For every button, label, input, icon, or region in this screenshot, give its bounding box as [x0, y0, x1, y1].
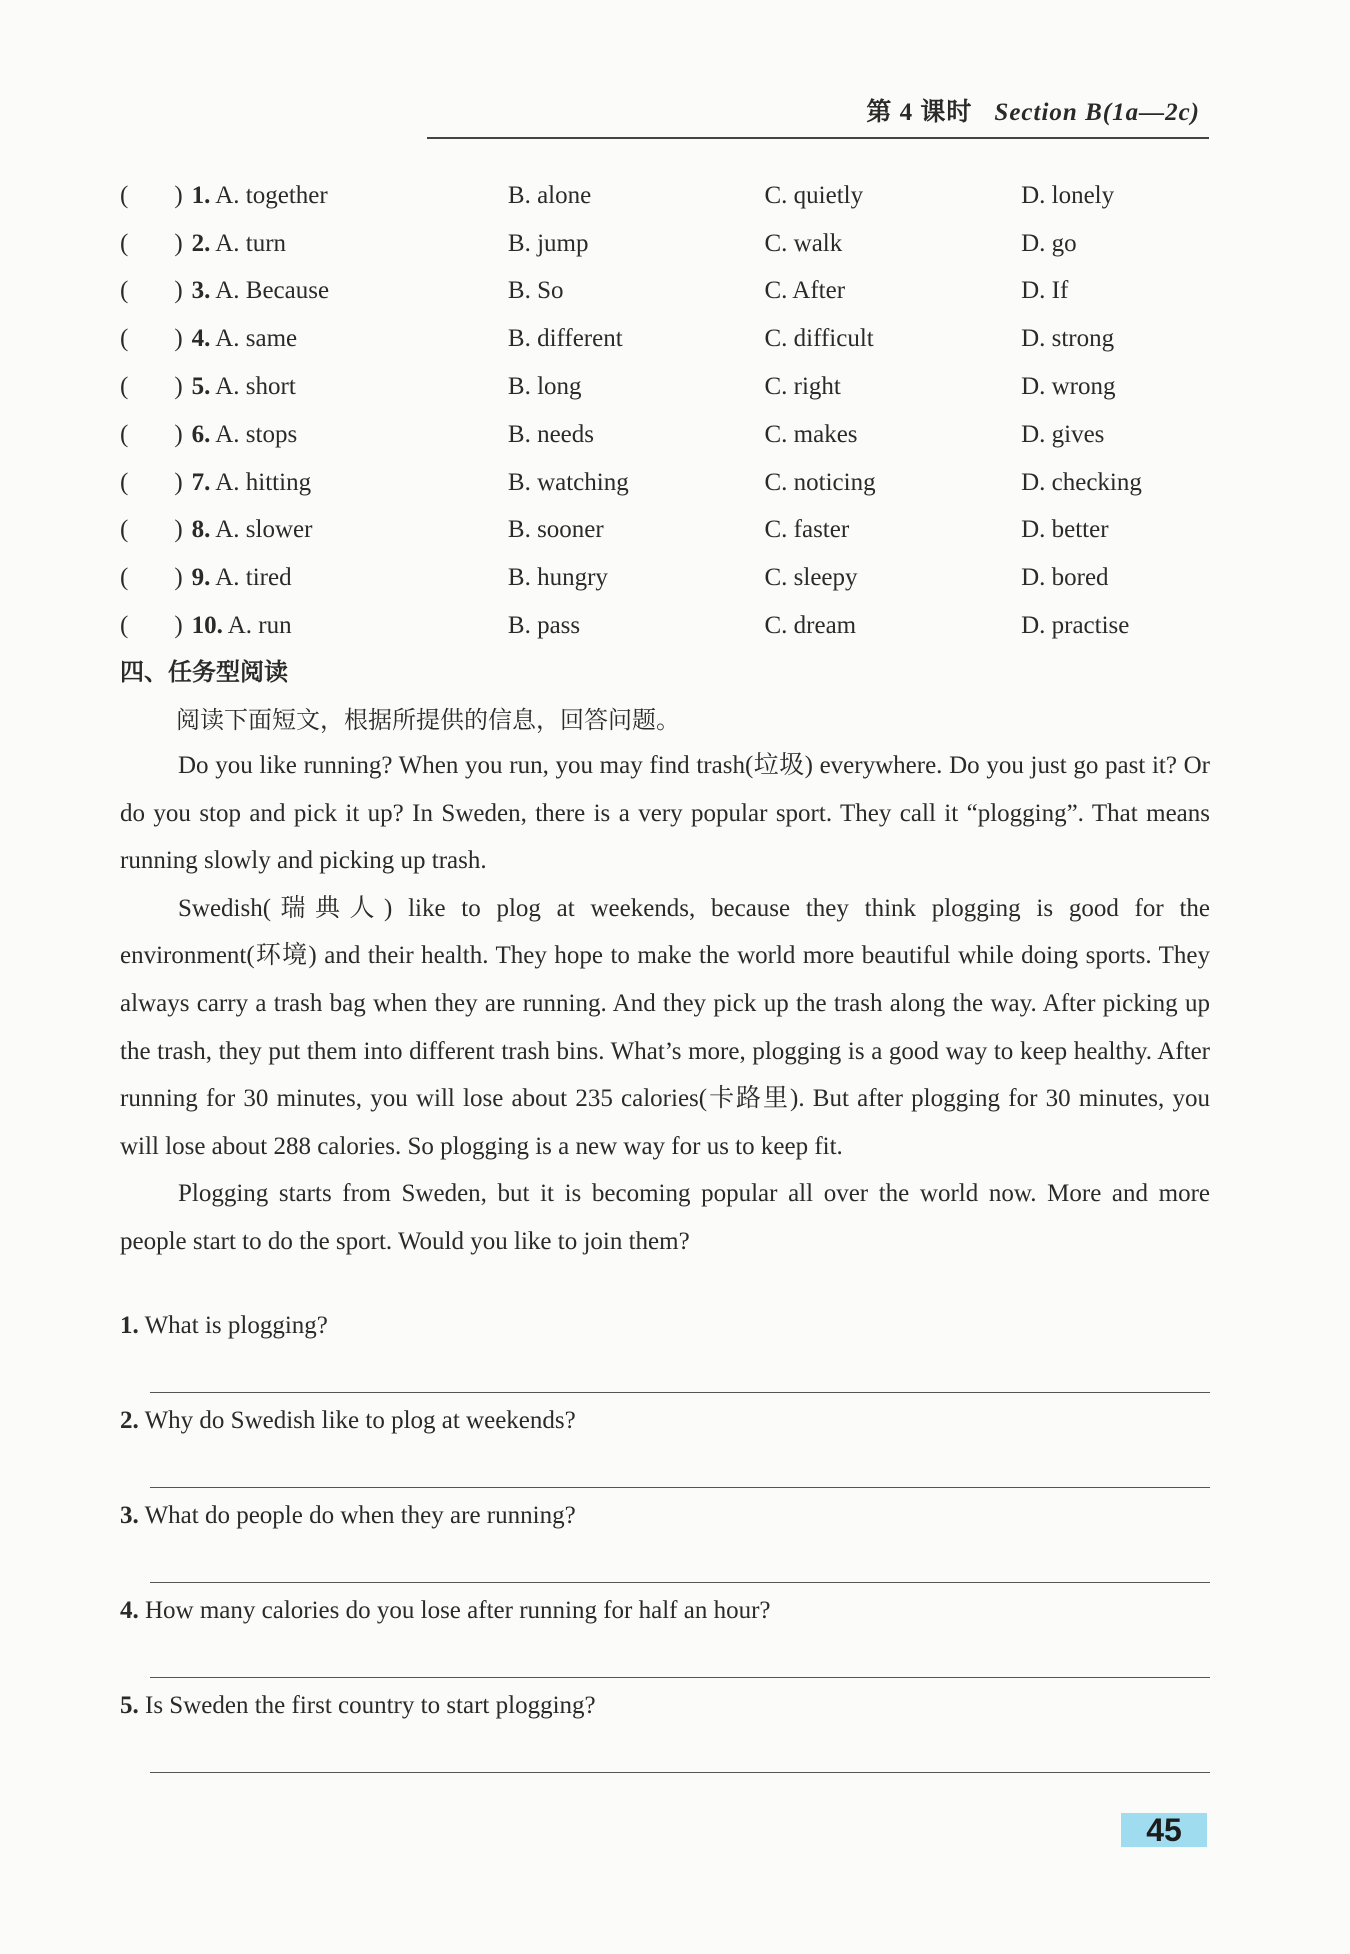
option-d: D. lonely: [1021, 181, 1115, 209]
option-d: D. bored: [1021, 564, 1109, 592]
question-text: Why do Swedish like to plog at weekends?: [144, 1407, 576, 1434]
option-a: 7. A. hitting: [191, 468, 312, 496]
answer-blank[interactable]: ( ): [120, 229, 183, 257]
option-a: 5. A. short: [191, 373, 296, 401]
choice-row: [120, 268, 1220, 316]
question-item: [120, 1597, 1210, 1692]
option-a: 10. A. run: [191, 612, 292, 640]
page-header: [866, 92, 1200, 128]
option-b: B. So: [507, 277, 564, 305]
multiple-choice-list: [120, 172, 1220, 650]
reading-passage: [120, 742, 1210, 1266]
answer-line[interactable]: [150, 1677, 1210, 1678]
answer-blank[interactable]: ( ): [120, 277, 183, 305]
question-item: [120, 1692, 1210, 1787]
option-b: B. watching: [507, 468, 629, 496]
instruction-text: 阅读下面短文，根据所提供的信息，回答问题。: [176, 706, 680, 734]
choice-row: [120, 172, 1220, 220]
option-d: D. checking: [1021, 468, 1142, 496]
question-number: 5.: [191, 373, 211, 401]
question-text: What do people do when they are running?: [144, 1502, 576, 1529]
option-a: 9. A. tired: [191, 564, 292, 592]
question-number: 1.: [191, 181, 211, 209]
option-d: D. gives: [1021, 420, 1105, 448]
choice-row: [120, 220, 1220, 268]
option-a: 4. A. same: [191, 325, 298, 353]
option-d: D. better: [1021, 516, 1109, 544]
question-number: 10.: [191, 612, 223, 640]
option-c: C. sleepy: [764, 564, 858, 592]
answer-line[interactable]: [150, 1582, 1210, 1583]
option-d: D. practise: [1021, 612, 1130, 640]
section-title: 四、任务型阅读: [120, 658, 288, 686]
question-list: [120, 1312, 1210, 1787]
option-d: D. If: [1021, 277, 1069, 305]
answer-line[interactable]: [150, 1487, 1210, 1488]
question-number: 4.: [191, 325, 211, 353]
option-b: B. needs: [507, 420, 594, 448]
answer-blank[interactable]: ( ): [120, 564, 183, 592]
question-text: How many calories do you lose after running for half an hour?: [145, 1597, 771, 1624]
answer-blank[interactable]: ( ): [120, 468, 183, 496]
choice-row: [120, 507, 1220, 555]
option-c: C. dream: [764, 612, 857, 640]
option-b: B. long: [507, 373, 582, 401]
choice-row: [120, 363, 1220, 411]
option-d: D. strong: [1021, 325, 1115, 353]
option-b: B. pass: [507, 612, 581, 640]
question-number: 5.: [120, 1692, 139, 1719]
question-number: 4.: [120, 1597, 139, 1624]
question-number: 6.: [191, 420, 211, 448]
option-a: 1. A. together: [191, 181, 328, 209]
question-item: [120, 1312, 1210, 1407]
answer-blank[interactable]: ( ): [120, 373, 183, 401]
option-b: B. jump: [507, 229, 589, 257]
question-item: [120, 1502, 1210, 1597]
page-number: 45: [1121, 1813, 1207, 1847]
option-c: C. difficult: [764, 325, 874, 353]
question-text: What is plogging?: [144, 1312, 328, 1339]
option-c: C. faster: [764, 516, 850, 544]
option-b: B. different: [507, 325, 623, 353]
choice-row: [120, 411, 1220, 459]
option-c: C. noticing: [764, 468, 876, 496]
option-c: C. right: [764, 373, 841, 401]
question-number: 2.: [191, 229, 211, 257]
question-number: 1.: [120, 1312, 139, 1339]
option-a: 8. A. slower: [191, 516, 313, 544]
option-b: B. sooner: [507, 516, 604, 544]
option-a: 3. A. Because: [191, 277, 330, 305]
choice-row: [120, 602, 1220, 650]
question-text: Is Sweden the first country to start plogging?: [145, 1692, 596, 1719]
option-a: 2. A. turn: [191, 229, 287, 257]
answer-blank[interactable]: ( ): [120, 420, 183, 448]
question-number: 3.: [191, 277, 211, 305]
option-c: C. After: [764, 277, 846, 305]
answer-line[interactable]: [150, 1392, 1210, 1393]
question-number: 8.: [191, 516, 211, 544]
passage-paragraph: Plogging starts from Sweden, but it is becoming popular all over the world now. More and more people start to do the sport. Would you like to join them?: [120, 1180, 1210, 1255]
answer-blank[interactable]: ( ): [120, 516, 183, 544]
option-b: B. alone: [507, 181, 592, 209]
choice-row: [120, 554, 1220, 602]
question-number: 3.: [120, 1502, 139, 1529]
answer-blank[interactable]: ( ): [120, 612, 183, 640]
lesson-label: 第 4 课时: [866, 99, 973, 126]
header-rule: [427, 137, 1209, 139]
section-label: Section B(1a—2c): [994, 99, 1200, 126]
passage-paragraph: Swedish(瑞典人) like to plog at weekends, because they think plogging is good for the environment(环境) and their health. They hope to make the world more beautiful while doing sports. They always carry a trash bag when they are running. And they pick up the trash along the way. After picking up the trash, they put them into different trash bins. What’s more, plogging is a good way to keep healthy. After running for 30 minutes, you will lose about 235 calories(卡路里). But after plogging for 30 minutes, you will lose about 288 calories. So plogging is a new way for us to keep fit.: [120, 894, 1210, 1160]
option-b: B. hungry: [507, 564, 608, 592]
option-c: C. walk: [764, 229, 843, 257]
question-number: 7.: [191, 468, 211, 496]
option-a: 6. A. stops: [191, 420, 298, 448]
option-c: C. quietly: [764, 181, 864, 209]
option-c: C. makes: [764, 420, 858, 448]
choice-row: [120, 315, 1220, 363]
answer-blank[interactable]: ( ): [120, 325, 183, 353]
answer-blank[interactable]: ( ): [120, 181, 183, 209]
question-number: 9.: [191, 564, 211, 592]
question-number: 2.: [120, 1407, 139, 1434]
option-d: D. go: [1021, 229, 1077, 257]
passage-paragraph: Do you like running? When you run, you may find trash(垃圾) everywhere. Do you just go past it? Or do you stop and pick it up? In Sweden, there is a very popular sport. They call it “plogging”. That means running slowly and picking up trash.: [120, 752, 1210, 875]
answer-line[interactable]: [150, 1772, 1210, 1773]
choice-row: [120, 459, 1220, 507]
question-item: [120, 1407, 1210, 1502]
option-d: D. wrong: [1021, 373, 1116, 401]
